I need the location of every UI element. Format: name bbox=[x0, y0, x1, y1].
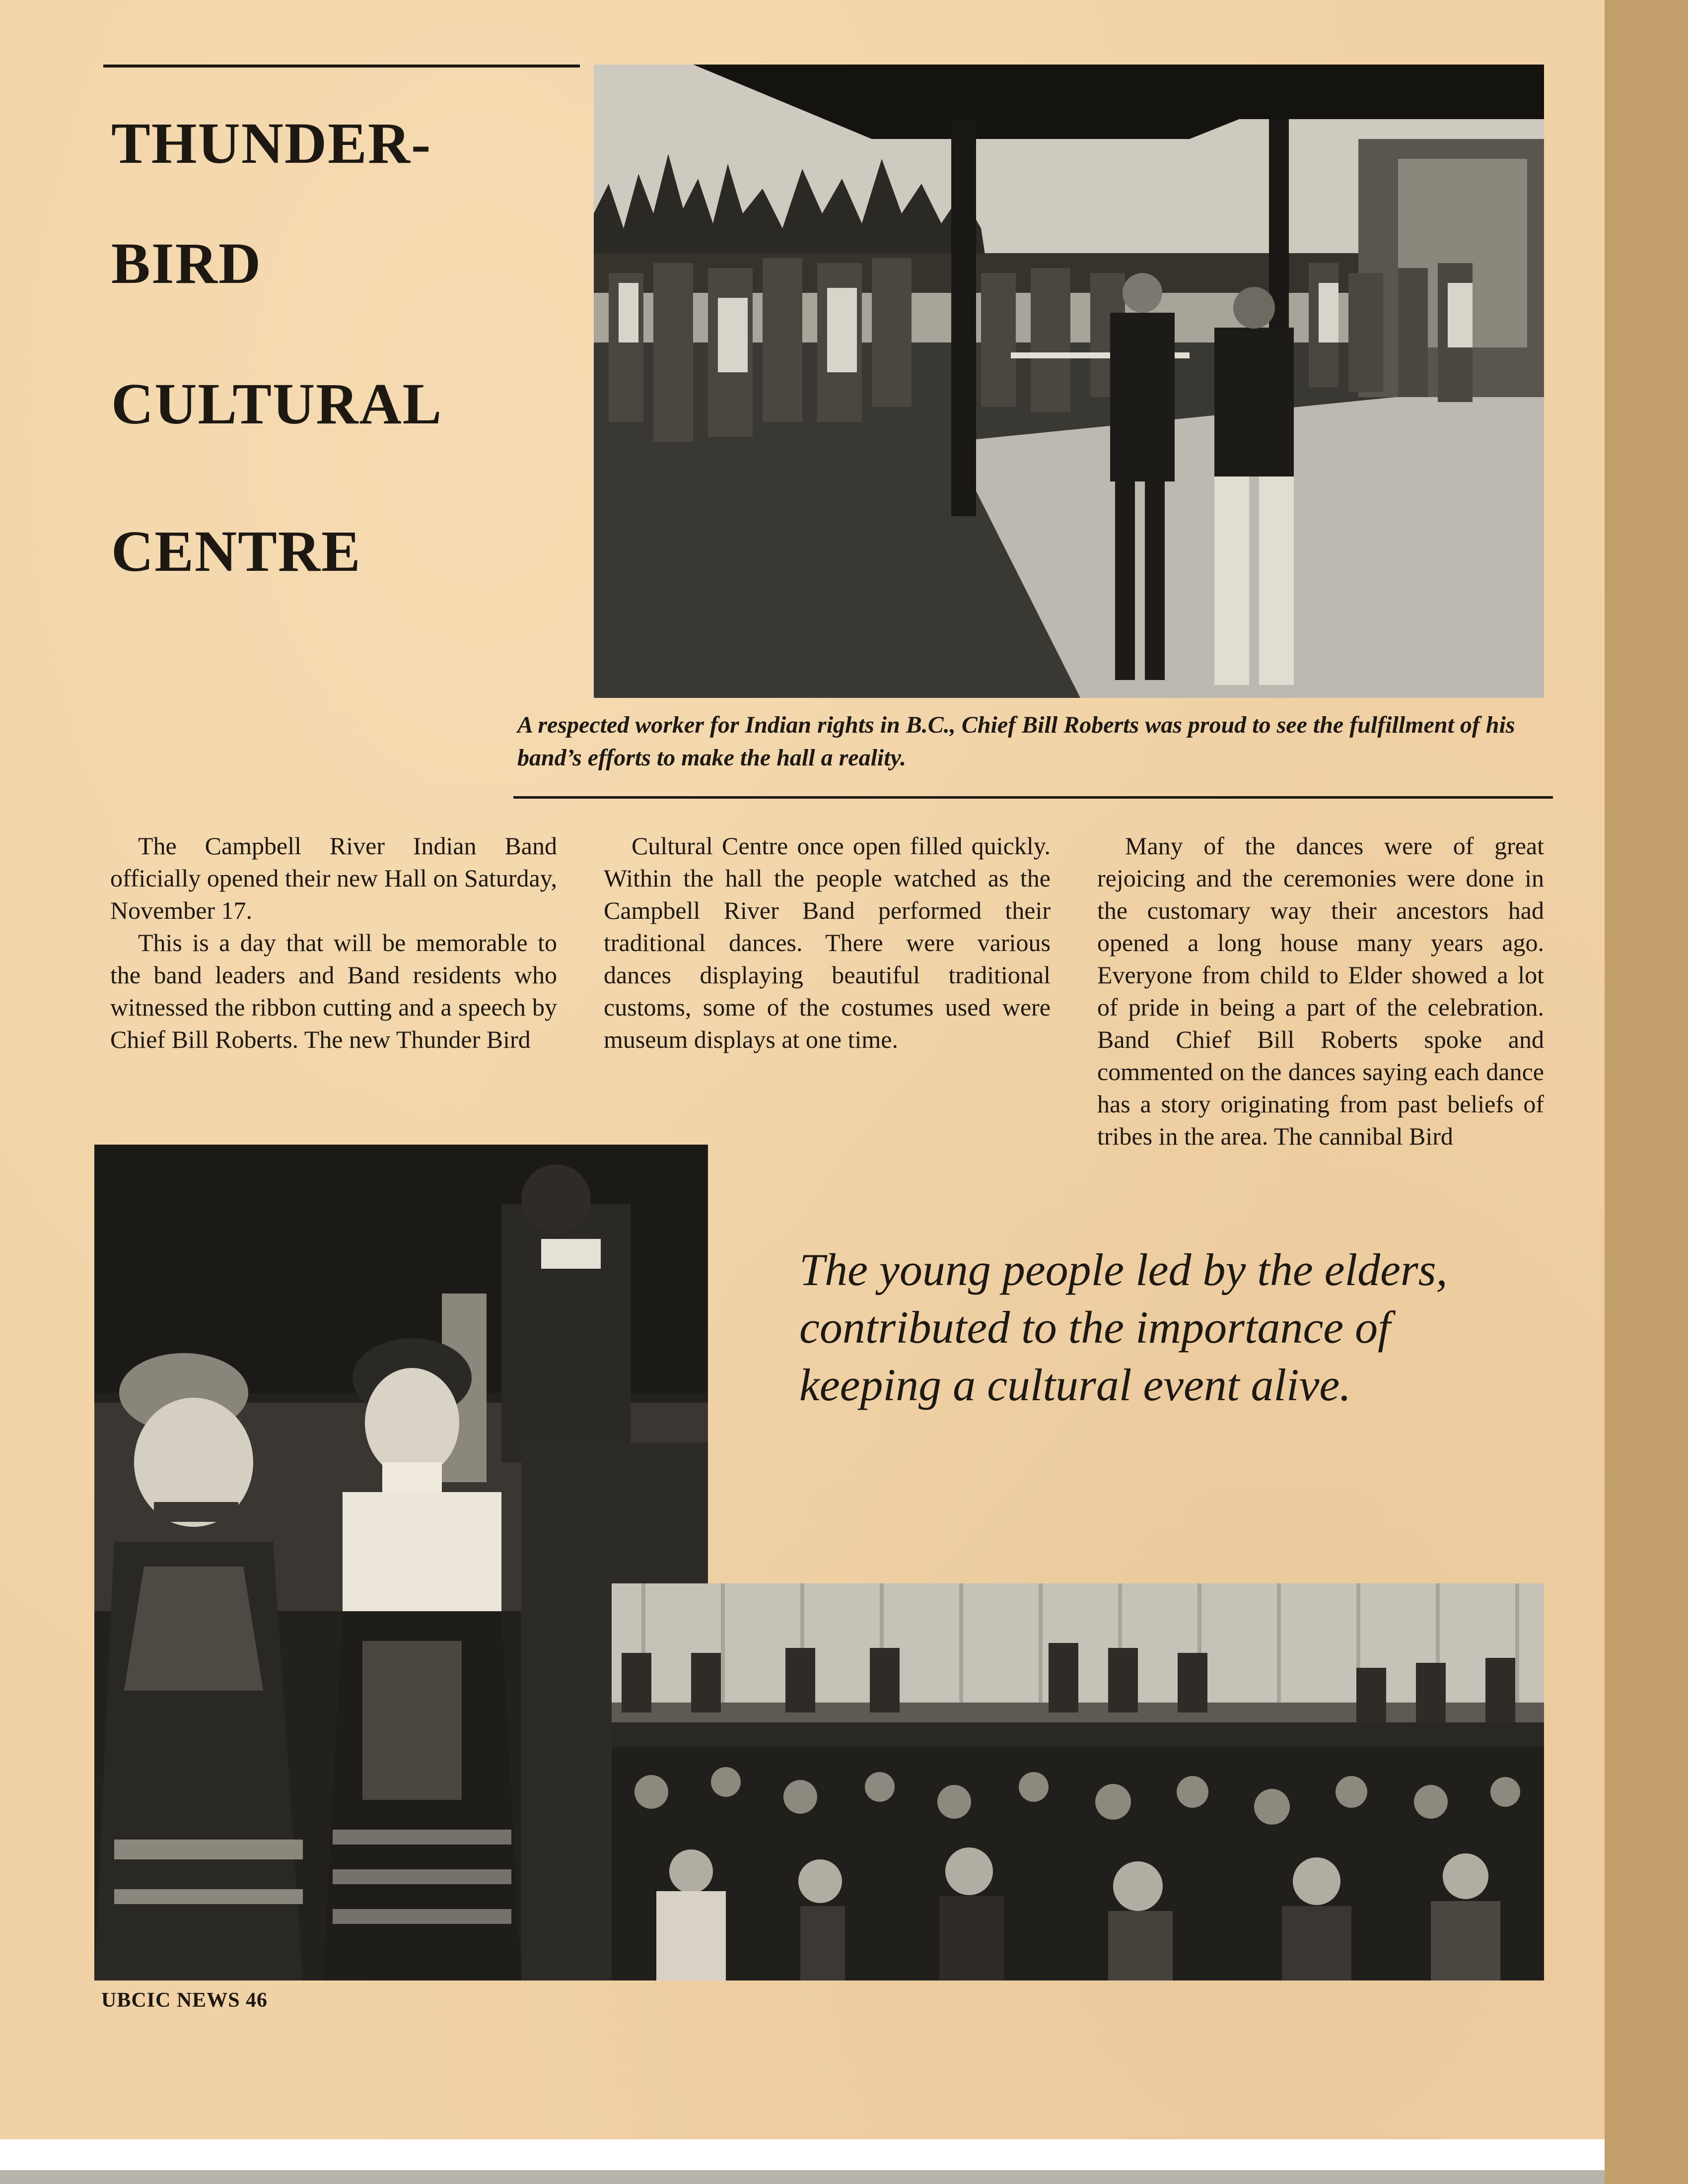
headline-line-2: BIRD bbox=[111, 231, 262, 296]
pull-quote-line-2: contributed to the importance of bbox=[799, 1302, 1391, 1353]
scan-edge-bottom-shadow bbox=[0, 2170, 1605, 2184]
column-2-paragraph-1: Cultural Centre once open filled quickly. Within the hall the people watched as the Campbell River Band performed their traditional dances. There were various dances displaying beautiful traditional customs, some of the costumes used were museum displays at one time. bbox=[604, 832, 1051, 1053]
headline-line-1: THUNDER- bbox=[111, 111, 432, 176]
scan-edge-right bbox=[1605, 0, 1688, 2184]
publication-footer: UBCIC NEWS 46 bbox=[101, 1989, 268, 2012]
article-column-2 bbox=[604, 830, 1051, 1056]
column-1-paragraph-2: This is a day that will be memorable to the band leaders and Band residents who witnessed the ribbon cutting and a speech by Chief Bill Roberts. The new Thunder Bird bbox=[110, 929, 557, 1053]
headline-line-3: CULTURAL bbox=[111, 371, 443, 436]
photo-caption: A respected worker for Indian rights in B.C., Chief Bill Roberts was proud to see the fulfillment of his band’s efforts to make the hall a reality. bbox=[517, 712, 1515, 771]
pull-quote-line-3: keeping a cultural event alive. bbox=[799, 1360, 1351, 1410]
column-3-paragraph-1: Many of the dances were of great rejoicing and the ceremonies were done in the customary way their ancestors had opened a long house many years ago. Everyone from child to Elder showed a lot of pride in being a part of the celebration. Band Chief Bill Roberts spoke and commented on the dances saying each dance has a story originating from past beliefs of tribes in the area. The cannibal Bird bbox=[1097, 832, 1544, 1150]
caption-bottom-rule bbox=[513, 796, 1553, 799]
audience-hall-photo bbox=[612, 1583, 1544, 1980]
pull-quote bbox=[799, 1241, 1604, 1414]
pull-quote-line-1: The young people led by the elders, bbox=[799, 1244, 1448, 1295]
headline-line-4: CENTRE bbox=[111, 519, 361, 584]
article-column-1 bbox=[110, 830, 557, 1056]
ribbon-cutting-photo bbox=[594, 65, 1544, 698]
headline-top-rule bbox=[103, 65, 580, 68]
column-1-paragraph-1: The Campbell River Indian Band officially opened their new Hall on Saturday, November 17. bbox=[110, 832, 557, 924]
article-column-3 bbox=[1097, 830, 1544, 1153]
